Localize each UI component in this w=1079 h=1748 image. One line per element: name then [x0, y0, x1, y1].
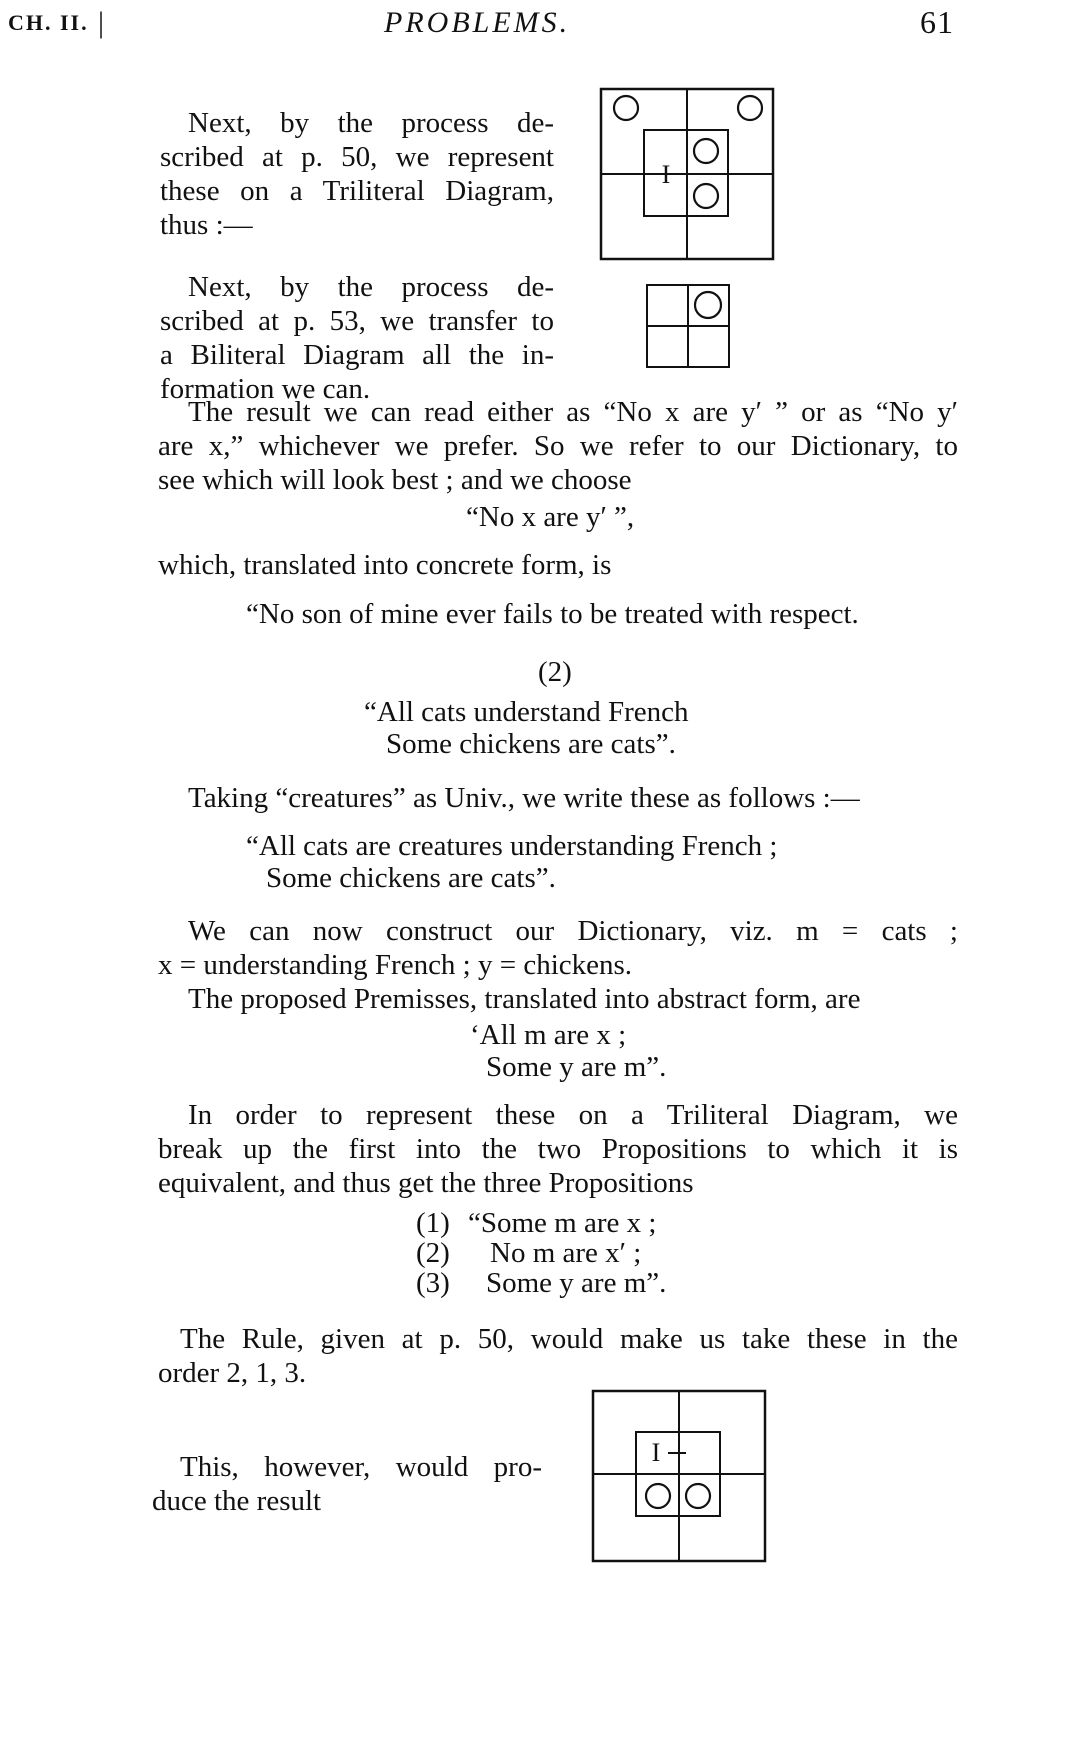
paragraph-3	[158, 395, 958, 497]
paragraph-line: The proposed Premisses, translated into abstract form, are	[188, 983, 861, 1015]
proposition-text: “Some m are x ;	[468, 1207, 657, 1239]
paragraph-line: these on a Triliteral Diagram,	[160, 175, 554, 207]
paragraph-line: thus :—	[160, 209, 253, 241]
chapter-label: CH. II.	[8, 10, 89, 35]
paragraph-line: scribed at p. 50, we represent	[160, 141, 554, 173]
paragraph-line: x = understanding French ; y = chickens.	[158, 949, 633, 981]
biliteral-diagram	[646, 284, 734, 372]
paragraph-line: a Biliteral Diagram all the in-	[160, 339, 554, 371]
conclusion-concrete: “No son of mine ever fails to be treated with respect.	[246, 598, 859, 630]
paragraph-9	[152, 1450, 542, 1518]
paragraph-4: which, translated into concrete form, is	[158, 549, 612, 581]
triliteral-diagram-1	[600, 88, 776, 260]
premiss-line: “All cats understand French	[364, 696, 689, 728]
paragraph-line: The Rule, given at p. 50, would make us take these in the	[180, 1323, 958, 1355]
paragraph-7	[158, 1098, 958, 1200]
abstract-premiss: ‘All m are x ;	[470, 1019, 627, 1051]
proposition-number: (1)	[416, 1207, 450, 1239]
header-rule: |	[98, 6, 106, 39]
proposition-text: Some y are m”.	[486, 1267, 667, 1299]
paragraph-6	[158, 914, 958, 1016]
paragraph-1	[160, 106, 554, 242]
paragraph-line: are x,” whichever we prefer. So we refer to our Dictionary, to	[158, 430, 958, 462]
paragraph-line: Next, by the process de-	[188, 107, 554, 139]
proposition-number: (2)	[416, 1237, 450, 1269]
problem-number: (2)	[538, 656, 572, 688]
premiss-line: Some chickens are cats”.	[386, 728, 676, 760]
paragraph-8	[158, 1322, 958, 1390]
abstract-premiss: Some y are m”.	[486, 1051, 667, 1083]
paragraph-line: equivalent, and thus get the three Propositions	[158, 1167, 694, 1199]
paragraph-line: The result we can read either as “No x are y′ ” or as “No y′	[188, 396, 958, 428]
paragraph-line: scribed at p. 53, we transfer to	[160, 305, 554, 337]
proposition-number: (3)	[416, 1267, 450, 1299]
triliteral-diagram-2	[592, 1390, 768, 1562]
paragraph-line: break up the first into the two Propositions to which it is	[158, 1133, 958, 1165]
one-mark: I	[651, 1438, 661, 1467]
paragraph-line: see which will look best ; and we choose	[158, 464, 632, 496]
paragraph-5: Taking “creatures” as Univ., we write these as follows :—	[188, 782, 860, 814]
rewritten-premiss: Some chickens are cats”.	[266, 862, 556, 894]
rewritten-premiss: “All cats are creatures understanding French ;	[246, 830, 778, 862]
conclusion-abstract: “No x are y′ ”,	[466, 501, 635, 533]
one-mark: I	[661, 160, 671, 189]
paragraph-line: order 2, 1, 3.	[158, 1357, 307, 1389]
page-title: PROBLEMS.	[384, 6, 571, 39]
paragraph-line: We can now construct our Dictionary, viz. m = cats ;	[188, 915, 958, 947]
paragraph-line: This, however, would pro-	[180, 1451, 542, 1483]
paragraph-line: duce the result	[152, 1485, 322, 1517]
paragraph-line: In order to represent these on a Triliteral Diagram, we	[188, 1099, 958, 1131]
proposition-text: No m are x′ ;	[490, 1237, 642, 1269]
paragraph-2	[160, 270, 554, 406]
page-number: 61	[920, 4, 954, 40]
paragraph-line: Next, by the process de-	[188, 271, 554, 303]
paragraph-line: formation we can.	[160, 373, 371, 405]
